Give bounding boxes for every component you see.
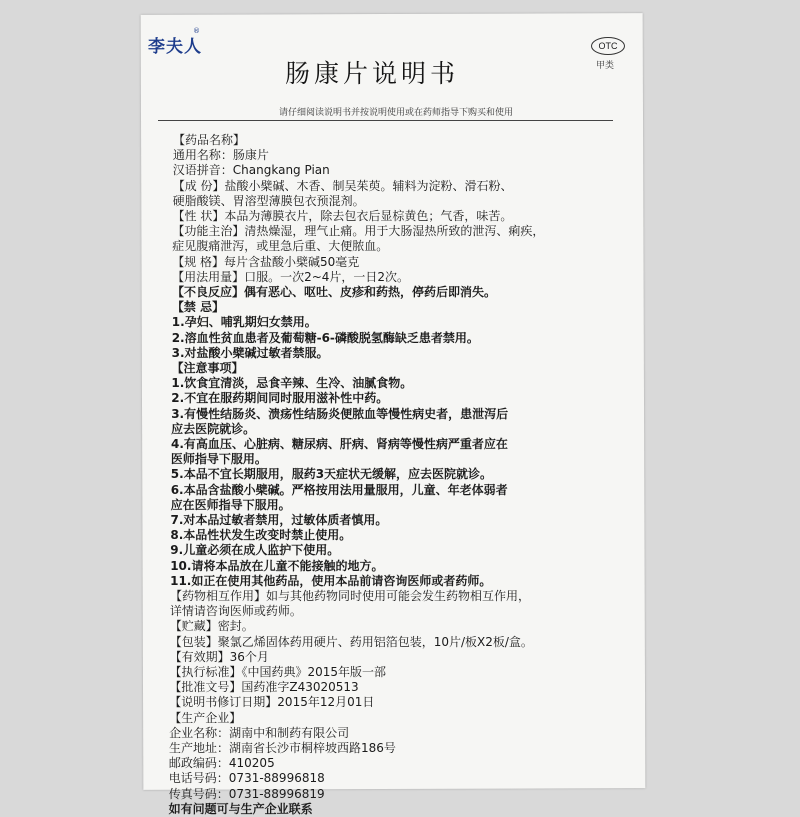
text-line: 【有效期】36个月 [169, 649, 269, 664]
text-line: 1.饮食宜清淡，忌食辛辣、生冷、油腻食物。 [171, 376, 413, 391]
text-line: 6.本品含盐酸小檗碱。严格按用法用量服用，儿童、年老体弱者 [170, 482, 508, 497]
text-line: 【药物相互作用】如与其他药物同时使用可能会发生药物相互作用， [170, 589, 531, 603]
text-line: 【包装】聚氯乙烯固体药用硬片、药用铝箔包装，10片/板X2板/盒。 [169, 634, 533, 649]
text-line: 【执行标准】《中国药典》2015年版一部 [169, 665, 387, 679]
text-line: 医师指导下服用。 [170, 452, 267, 467]
text-line: 症见腹痛泄泻，或里急后重、大便脓血。 [172, 239, 389, 254]
text-line: 3.有慢性结肠炎、溃疡性结肠炎便脓血等慢性病史者，患泄泻后 [171, 406, 509, 421]
text-line: 【性 状】本品为薄膜衣片，除去包衣后显棕黄色；气香，味苦。 [172, 209, 513, 223]
text-line: 如有问题可与生产企业联系 [168, 801, 313, 816]
text-line: 传真号码：0731-88996819 [168, 786, 325, 801]
text-line: 9.儿童必须在成人监护下使用。 [170, 543, 340, 558]
text-line: 【规 格】每片含盐酸小檗碱50毫克 [172, 254, 360, 269]
text-line: 5.本品不宜长期服用，服药3天症状无缓解，应去医院就诊。 [170, 467, 493, 482]
text-line: 【注意事项】 [171, 361, 244, 375]
text-line: 【批准文号】国药准字Z43020513 [169, 680, 359, 695]
text-line: 【不良反应】偶有恶心、呕吐、皮疹和药热，停药后即消失。 [172, 285, 497, 299]
text-line: 【成 份】盐酸小檗碱、木香、制吴茱萸。辅料为淀粉、滑石粉、 [172, 178, 513, 193]
text-line: 2.溶血性贫血患者及葡萄糖-6-磷酸脱氢酶缺乏患者禁用。 [171, 330, 479, 345]
text-line: 应在医师指导下服用。 [170, 497, 291, 512]
text-line: 生产地址：湖南省长沙市桐梓坡西路186号 [169, 741, 396, 755]
registered-mark: ® [193, 27, 200, 35]
text-line: 【药品名称】 [173, 133, 246, 147]
text-line: 8.本品性状发生改变时禁止使用。 [170, 528, 352, 543]
text-line: 10.请将本品放在儿童不能接触的地方。 [170, 558, 384, 573]
text-line: 3.对盐酸小檗碱过敏者禁服。 [171, 345, 329, 360]
document-title: 肠康片说明书 [284, 59, 459, 88]
text-line: 【说明书修订日期】2015年12月01日 [169, 695, 375, 710]
text-line: 通用名称：肠康片 [172, 148, 269, 163]
text-line: 硬脂酸镁、胃溶型薄膜包衣预混剂。 [172, 193, 365, 208]
text-line: 企业名称：湖南中和制药有限公司 [169, 725, 350, 740]
otc-category: 甲类 [596, 61, 615, 71]
text-line: 应去医院就诊。 [171, 421, 256, 436]
text-line: 2.不宜在服药期间同时服用滋补性中药。 [171, 391, 389, 406]
text-line: 详情请咨询医师或药师。 [169, 604, 302, 619]
text-line: 汉语拼音：Changkang Pian [172, 163, 330, 178]
text-line: 电话号码：0731-88996818 [168, 771, 325, 786]
text-line: 【贮藏】密封。 [169, 619, 254, 634]
text-line: 1.孕妇、哺乳期妇女禁用。 [171, 315, 317, 330]
text-line: 【生产企业】 [169, 710, 242, 725]
text-line: 【禁 忌】 [171, 300, 225, 315]
text-line: 7.对本品过敏者禁用，过敏体质者慎用。 [170, 513, 388, 527]
text-line: 11.如正在使用其他药品，使用本品前请咨询医师或者药师。 [170, 573, 492, 588]
text-line: 【用法用量】口服。一次2~4片，一日2次。 [172, 269, 410, 284]
brand-logo: 李夫人 [148, 37, 202, 57]
text-line: 4.有高血压、心脏病、糖尿病、肝病、肾病等慢性病严重者应在 [171, 437, 508, 451]
otc-badge: OTC [591, 37, 625, 55]
text-line: 【功能主治】清热燥湿，理气止痛。用于大肠湿热所致的泄泻、痢疾， [172, 224, 545, 239]
usage-warning: 请仔细阅读说明书并按说明使用或在药师指导下购买和使用 [278, 108, 513, 118]
text-line: 邮政编码：410205 [168, 756, 275, 771]
